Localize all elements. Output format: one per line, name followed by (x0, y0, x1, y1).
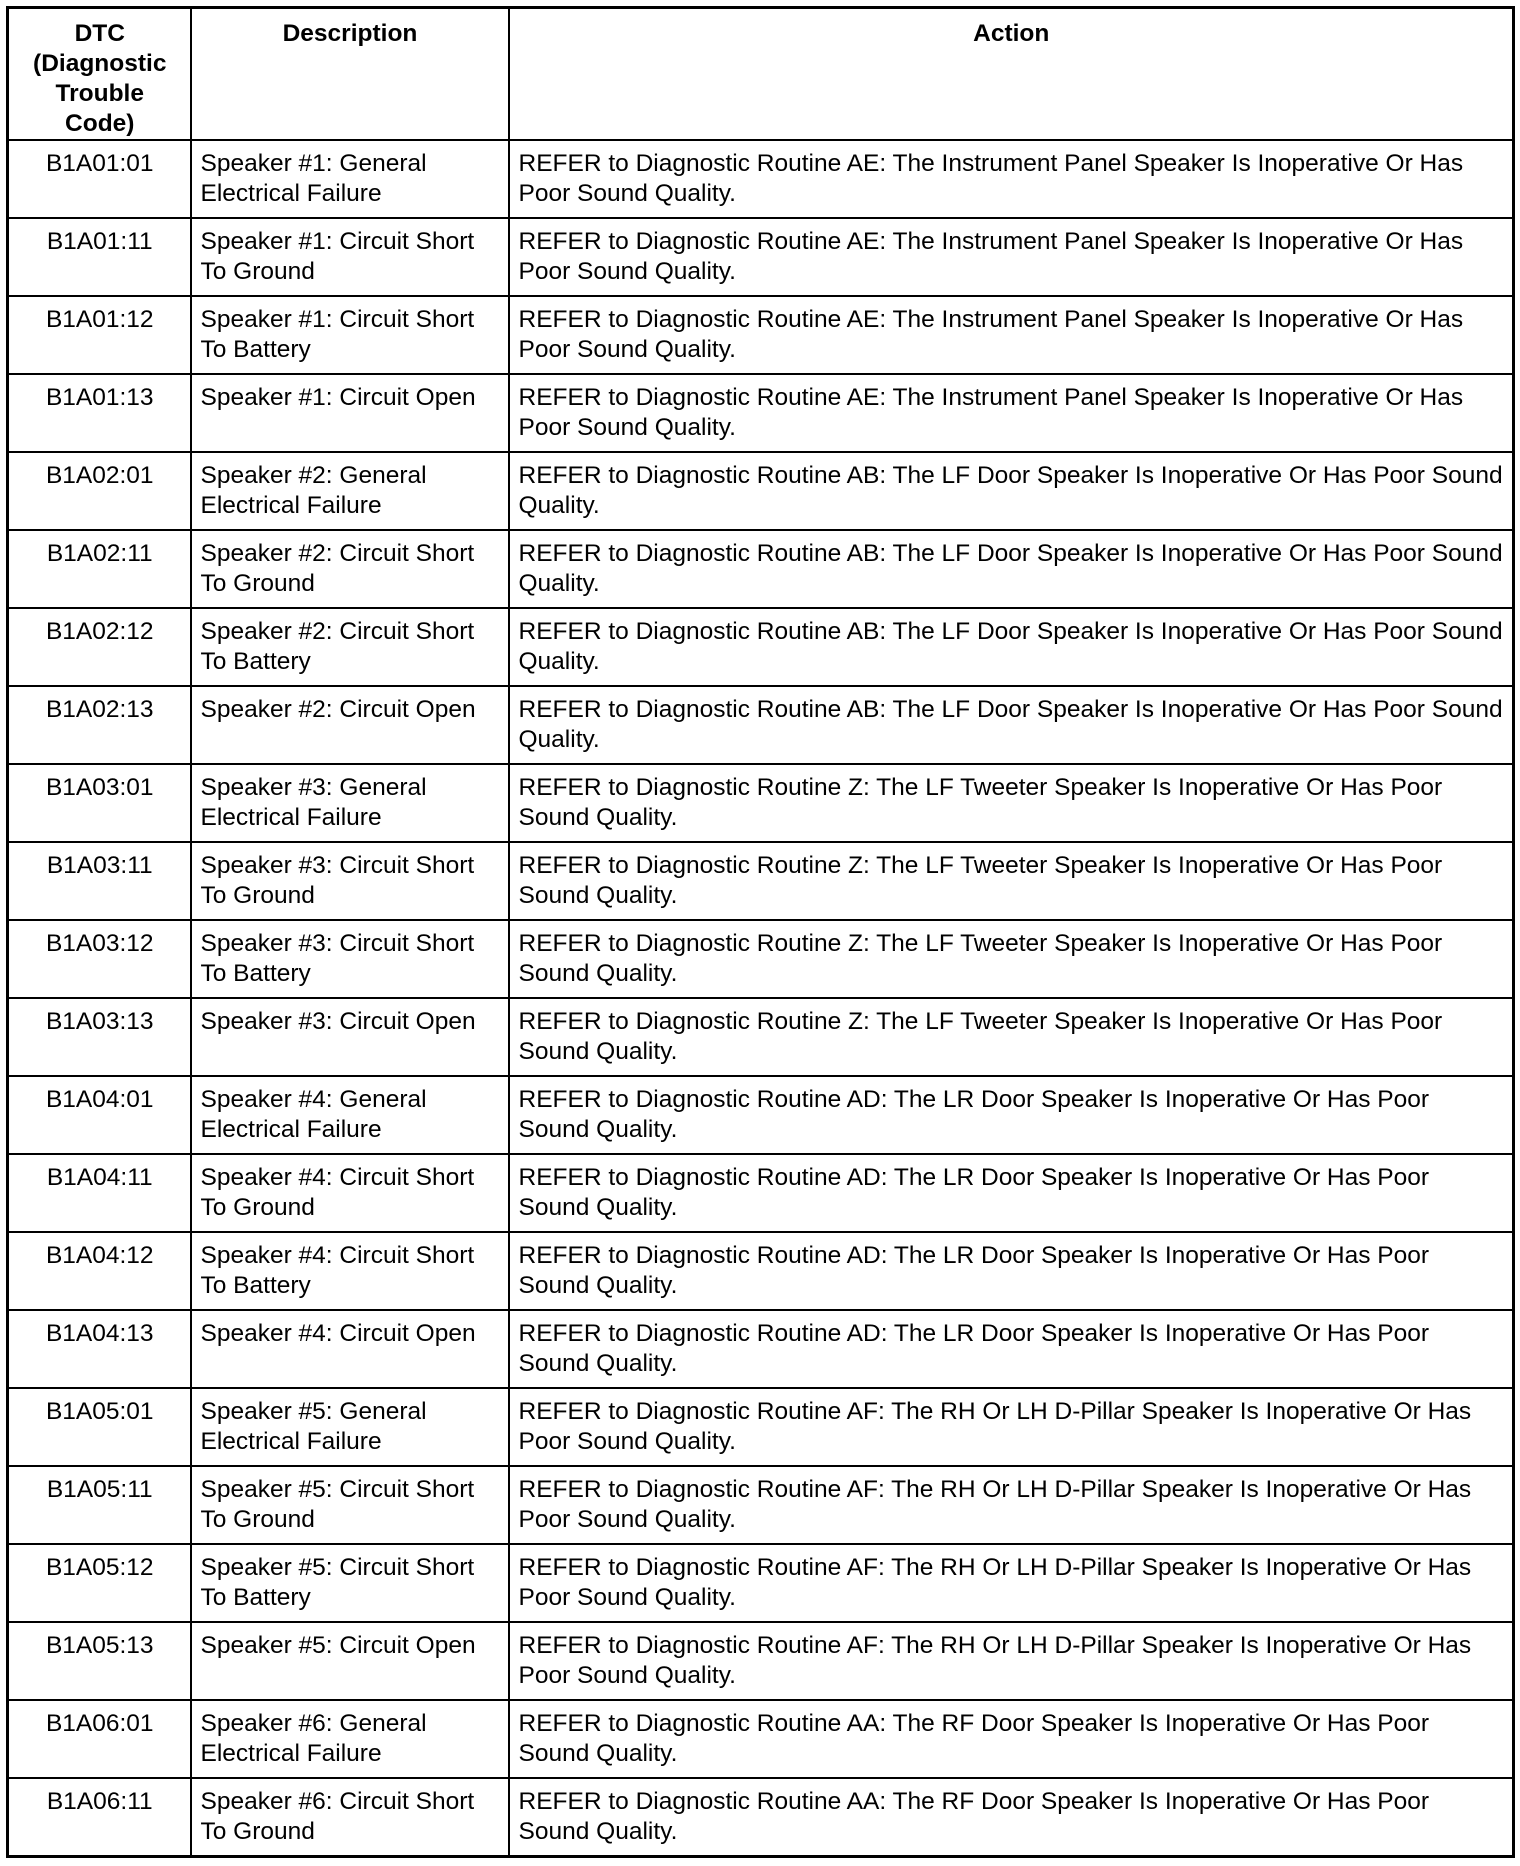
description-cell: Speaker #2: Circuit Short To Ground (191, 530, 509, 608)
action-cell: REFER to Diagnostic Routine AF: The RH Or LH D-Pillar Speaker Is Inoperative Or Has Poor Sound Quality. (509, 1544, 1514, 1622)
action-cell: REFER to Diagnostic Routine AD: The LR Door Speaker Is Inoperative Or Has Poor Sound Quality. (509, 1154, 1514, 1232)
table-row (8, 452, 1514, 530)
description-cell: Speaker #2: Circuit Open (191, 686, 509, 764)
dtc-cell: B1A05:11 (8, 1466, 191, 1544)
description-cell: Speaker #4: General Electrical Failure (191, 1076, 509, 1154)
dtc-cell: B1A05:01 (8, 1388, 191, 1466)
dtc-cell: B1A01:11 (8, 218, 191, 296)
dtc-cell: B1A04:12 (8, 1232, 191, 1310)
description-cell: Speaker #3: Circuit Short To Battery (191, 920, 509, 998)
action-cell: REFER to Diagnostic Routine AF: The RH Or LH D-Pillar Speaker Is Inoperative Or Has Poor Sound Quality. (509, 1622, 1514, 1700)
dtc-cell: B1A03:11 (8, 842, 191, 920)
table-row (8, 1388, 1514, 1466)
description-cell: Speaker #6: Circuit Short To Ground (191, 1778, 509, 1856)
table-row (8, 140, 1514, 218)
description-cell: Speaker #4: Circuit Open (191, 1310, 509, 1388)
table-row (8, 920, 1514, 998)
table-row (8, 1700, 1514, 1778)
dtc-cell: B1A02:12 (8, 608, 191, 686)
action-cell: REFER to Diagnostic Routine AE: The Instrument Panel Speaker Is Inoperative Or Has Poor Sound Quality. (509, 140, 1514, 218)
action-cell: REFER to Diagnostic Routine AA: The RF Door Speaker Is Inoperative Or Has Poor Sound Quality. (509, 1778, 1514, 1856)
dtc-cell: B1A04:11 (8, 1154, 191, 1232)
table-row (8, 296, 1514, 374)
table-row (8, 686, 1514, 764)
table-row (8, 1076, 1514, 1154)
action-cell: REFER to Diagnostic Routine AB: The LF Door Speaker Is Inoperative Or Has Poor Sound Quality. (509, 452, 1514, 530)
table-row (8, 1154, 1514, 1232)
dtc-cell: B1A05:13 (8, 1622, 191, 1700)
header-action: Action (509, 8, 1514, 141)
action-cell: REFER to Diagnostic Routine Z: The LF Tweeter Speaker Is Inoperative Or Has Poor Sound Quality. (509, 920, 1514, 998)
dtc-cell: B1A02:11 (8, 530, 191, 608)
table-row (8, 374, 1514, 452)
action-cell: REFER to Diagnostic Routine AD: The LR Door Speaker Is Inoperative Or Has Poor Sound Quality. (509, 1076, 1514, 1154)
action-cell: REFER to Diagnostic Routine AA: The RF Door Speaker Is Inoperative Or Has Poor Sound Quality. (509, 1700, 1514, 1778)
action-cell: REFER to Diagnostic Routine AB: The LF Door Speaker Is Inoperative Or Has Poor Sound Quality. (509, 530, 1514, 608)
description-cell: Speaker #2: Circuit Short To Battery (191, 608, 509, 686)
action-cell: REFER to Diagnostic Routine AF: The RH Or LH D-Pillar Speaker Is Inoperative Or Has Poor Sound Quality. (509, 1388, 1514, 1466)
dtc-cell: B1A01:12 (8, 296, 191, 374)
action-cell: REFER to Diagnostic Routine AD: The LR Door Speaker Is Inoperative Or Has Poor Sound Quality. (509, 1310, 1514, 1388)
dtc-cell: B1A06:01 (8, 1700, 191, 1778)
description-cell: Speaker #3: General Electrical Failure (191, 764, 509, 842)
description-cell: Speaker #1: Circuit Open (191, 374, 509, 452)
description-cell: Speaker #6: General Electrical Failure (191, 1700, 509, 1778)
table-row (8, 530, 1514, 608)
action-cell: REFER to Diagnostic Routine AF: The RH Or LH D-Pillar Speaker Is Inoperative Or Has Poor Sound Quality. (509, 1466, 1514, 1544)
dtc-cell: B1A06:11 (8, 1778, 191, 1856)
dtc-cell: B1A01:01 (8, 140, 191, 218)
table-row (8, 608, 1514, 686)
action-cell: REFER to Diagnostic Routine AE: The Instrument Panel Speaker Is Inoperative Or Has Poor Sound Quality. (509, 218, 1514, 296)
table-row (8, 1622, 1514, 1700)
table-row (8, 1466, 1514, 1544)
description-cell: Speaker #4: Circuit Short To Ground (191, 1154, 509, 1232)
header-description: Description (191, 8, 509, 141)
dtc-cell: B1A05:12 (8, 1544, 191, 1622)
table-row (8, 218, 1514, 296)
description-cell: Speaker #5: Circuit Open (191, 1622, 509, 1700)
description-cell: Speaker #3: Circuit Short To Ground (191, 842, 509, 920)
description-cell: Speaker #3: Circuit Open (191, 998, 509, 1076)
description-cell: Speaker #4: Circuit Short To Battery (191, 1232, 509, 1310)
table-row (8, 1778, 1514, 1856)
action-cell: REFER to Diagnostic Routine AE: The Instrument Panel Speaker Is Inoperative Or Has Poor Sound Quality. (509, 296, 1514, 374)
header-row (8, 8, 1514, 141)
description-cell: Speaker #2: General Electrical Failure (191, 452, 509, 530)
table-row (8, 842, 1514, 920)
table-row (8, 998, 1514, 1076)
dtc-table (6, 6, 1515, 1858)
dtc-cell: B1A03:01 (8, 764, 191, 842)
action-cell: REFER to Diagnostic Routine Z: The LF Tweeter Speaker Is Inoperative Or Has Poor Sound Quality. (509, 998, 1514, 1076)
action-cell: REFER to Diagnostic Routine AB: The LF Door Speaker Is Inoperative Or Has Poor Sound Quality. (509, 686, 1514, 764)
description-cell: Speaker #5: Circuit Short To Battery (191, 1544, 509, 1622)
description-cell: Speaker #5: Circuit Short To Ground (191, 1466, 509, 1544)
table-row (8, 1544, 1514, 1622)
table-row (8, 1232, 1514, 1310)
description-cell: Speaker #1: General Electrical Failure (191, 140, 509, 218)
dtc-cell: B1A03:13 (8, 998, 191, 1076)
dtc-cell: B1A02:13 (8, 686, 191, 764)
description-cell: Speaker #5: General Electrical Failure (191, 1388, 509, 1466)
table-row (8, 764, 1514, 842)
table-header (8, 8, 1514, 141)
action-cell: REFER to Diagnostic Routine AD: The LR Door Speaker Is Inoperative Or Has Poor Sound Quality. (509, 1232, 1514, 1310)
action-cell: REFER to Diagnostic Routine AB: The LF Door Speaker Is Inoperative Or Has Poor Sound Quality. (509, 608, 1514, 686)
dtc-cell: B1A03:12 (8, 920, 191, 998)
table-body (8, 140, 1514, 1856)
dtc-cell: B1A04:01 (8, 1076, 191, 1154)
dtc-cell: B1A01:13 (8, 374, 191, 452)
header-dtc: DTC (Diagnostic Trouble Code) (8, 8, 191, 141)
action-cell: REFER to Diagnostic Routine Z: The LF Tweeter Speaker Is Inoperative Or Has Poor Sound Quality. (509, 842, 1514, 920)
description-cell: Speaker #1: Circuit Short To Ground (191, 218, 509, 296)
action-cell: REFER to Diagnostic Routine Z: The LF Tweeter Speaker Is Inoperative Or Has Poor Sound Quality. (509, 764, 1514, 842)
action-cell: REFER to Diagnostic Routine AE: The Instrument Panel Speaker Is Inoperative Or Has Poor Sound Quality. (509, 374, 1514, 452)
description-cell: Speaker #1: Circuit Short To Battery (191, 296, 509, 374)
table-row (8, 1310, 1514, 1388)
dtc-cell: B1A04:13 (8, 1310, 191, 1388)
dtc-cell: B1A02:01 (8, 452, 191, 530)
